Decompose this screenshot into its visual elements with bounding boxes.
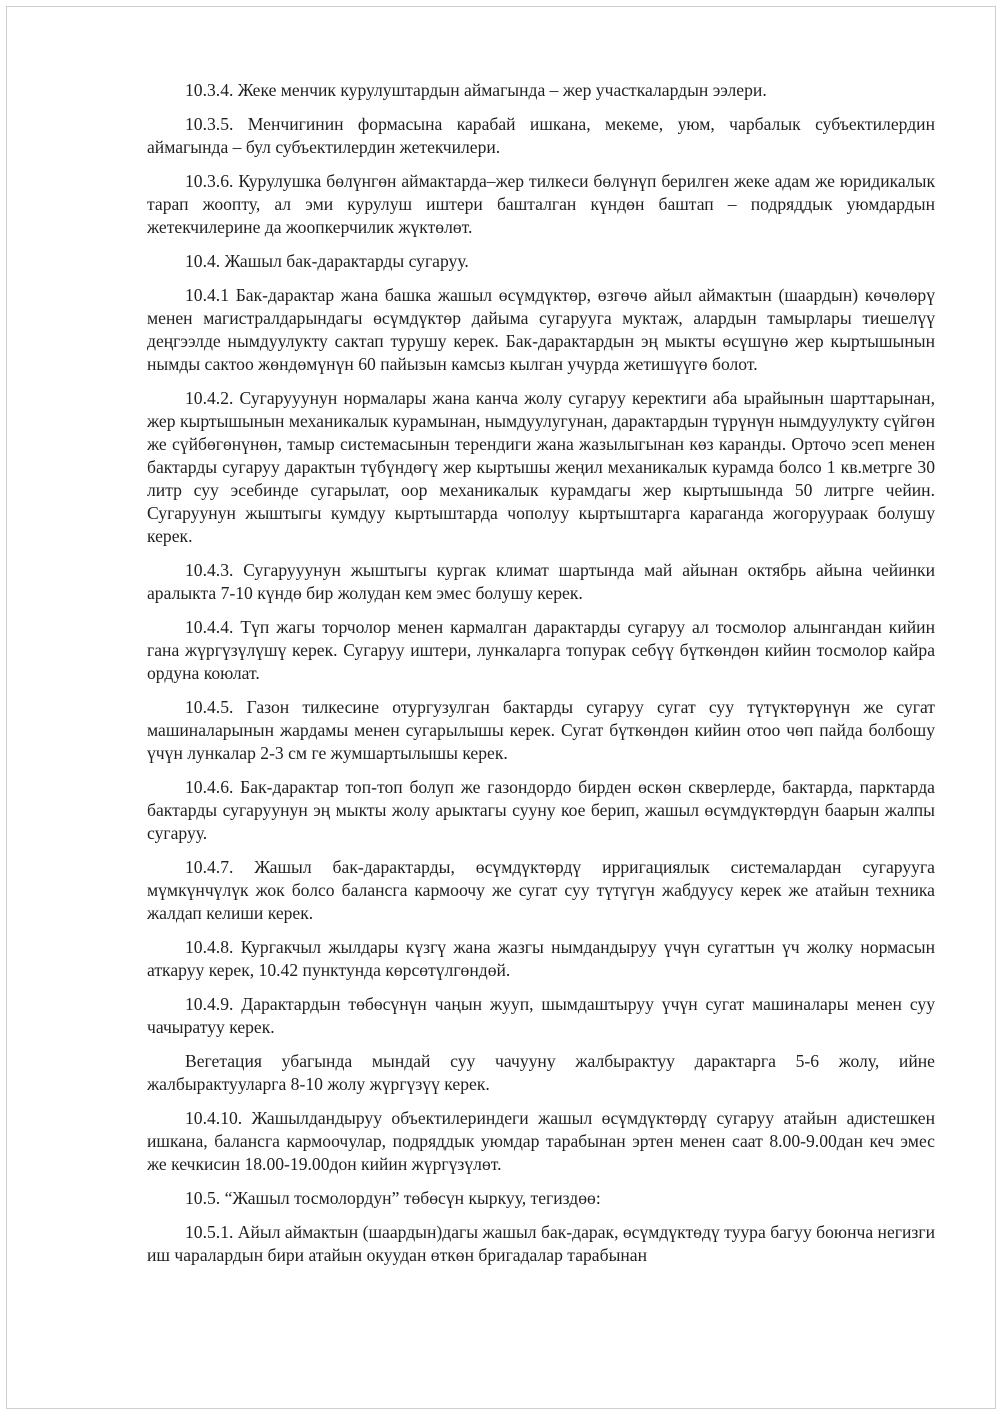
paragraph-10-4-2: 10.4.2. Сугарууунун нормалары жана канча жолу сугаруу керектиги аба ырайынын шарттарынан, жер кыртышынын механикалык курамынан, нымдуулугунан, дарактардын түрүнүн нымдуулукту сүйгөн же сүйбөгөнүнөн, тамыр системасынын терендиги жана жазылыгынан көз каранды. Орточо эсеп менен бактарды сугаруу дарактын түбүндөгү жер кыртышы жеңил механикалык курамда болсо 1 кв.метрге 30 литр суу эсебинде сугарылат, оор механикалык курамдагы жер кыртышында 50 литрге чейин. Сугаруунун жыштыгы кумдуу кыртыштарда чополуу кыртыштарга караганда жогоруураак болушу керек. [147,388,935,546]
section-heading-10-4: 10.4. Жашыл бак-дарактарды сугаруу. [185,251,469,271]
paragraph-10-4-3: 10.4.3. Сугарууунун жыштыгы кургак климат шартында май айынан октябрь айына чейинки аралыкта 7-10 күндө бир жолудан кем эмес болушу керек. [147,560,935,603]
paragraph-10-4-7: 10.4.7. Жашыл бак-дарактарды, өсүмдүктөрдү ирригациялык системалардан сугарууга мүмкүнчүлүк жок болсо балансга кармоочу же сугат суу түтүгүн жабдуусу керек же атайын техника жалдап келиши керек. [147,857,935,923]
paragraph-10-3-4: 10.3.4. Жеке менчик курулуштардын аймагында – жер участкалардын ээлери. [185,80,767,100]
paragraph-10-3-6: 10.3.6. Курулушка бөлүнгөн аймактарда–жер тилкеси бөлүнүп берилген жеке адам же юридикалык тарап жоопту, ал эми курулуш иштери башталган күндөн баштап – подряддык уюмдардын жетекчилерине да жоопкерчилик жүктөлөт. [147,171,935,237]
paragraph-vegetation: Вегетация убагында мындай суу чачууну жалбырактуу дарактарга 5-6 жолу, ийне жалбырактууларга 8-10 жолу жүргүзүү керек. [147,1051,935,1094]
paragraph-10-4-6: 10.4.6. Бак-дарактар топ-топ болуп же газондордо бирден өскөн скверлерде, бактарда, парктарда бактарды сугаруунун эң мыкты жолу арыктагы сууну кое берип, жашыл өсүмдүктөрдүн баарын жалпы сугаруу. [147,777,935,843]
paragraph-10-4-1: 10.4.1 Бак-дарактар жана башка жашыл өсүмдүктөр, өзгөчө айыл аймактын (шаардын) көчөлөрү менен магистралдарындагы өсүмдүктөр дайыма сугарууга муктаж, алардын тамырлары тиешелүү деңгээлде нымдуулукту сактап турушу керек. Бак-дарактардын эң мыкты өсүшүнө жер кыртышынын нымды сактоо жөндөмүнүн 60 пайызын камсыз кылган учурда жетишүүгө болот. [147,285,935,374]
document-page [6,6,996,1409]
paragraph-10-3-5: 10.3.5. Менчигинин формасына карабай ишкана, мекеме, уюм, чарбалык субъектилердин аймагында – бул субъектилердин жетекчилери. [147,114,935,157]
paragraph-10-4-5: 10.4.5. Газон тилкесине отургузулган бактарды сугаруу сугат суу түтүктөрүнүн же сугат машиналарынын жардамы менен сугарылышы керек. Сугат бүткөндөн кийин отоо чөп пайда болбошу үчүн лункалар 2-3 см ге жумшартылышы керек. [147,697,935,763]
paragraph-10-4-4: 10.4.4. Түп жагы торчолор менен кармалган дарактарды сугаруу ал тосмолор алынгандан кийин гана жүргүзүлүшү керек. Сугаруу иштери, лункаларга топурак себүү бүткөндөн кийин тосмолор кайра ордуна коюлат. [147,617,935,683]
paragraph-10-4-10: 10.4.10. Жашылдандыруу объектилериндеги жашыл өсүмдүктөрдү сугаруу атайын адистешкен ишкана, балансга кармоочулар, подряддык уюмдар тарабынан эртен менен саат 8.00-9.00дан кеч эмес же кечкисин 18.00-19.00дон кийин жүргүзүлөт. [147,1108,935,1174]
document-body [147,79,935,1278]
paragraph-10-4-8: 10.4.8. Кургакчыл жылдары күзгү жана жазгы нымдандыруу үчүн сугаттын үч жолку нормасын аткаруу керек, 10.42 пунктунда көрсөтүлгөндөй. [147,937,935,980]
section-heading-10-5: 10.5. “Жашыл тосмолордун” төбөсүн кыркуу, тегиздөө: [185,1188,601,1208]
paragraph-10-5-1: 10.5.1. Айыл аймактын (шаардын)дагы жашыл бак-дарак, өсүмдүктөдү туура багуу боюнча негизги иш чаралардын бири атайын окуудан өткөн бригадалар тарабынан [147,1222,935,1265]
paragraph-10-4-9: 10.4.9. Дарактардын төбөсүнүн чаңын жууп, шымдаштыруу үчүн сугат машиналары менен суу чачыратуу керек. [147,994,935,1037]
